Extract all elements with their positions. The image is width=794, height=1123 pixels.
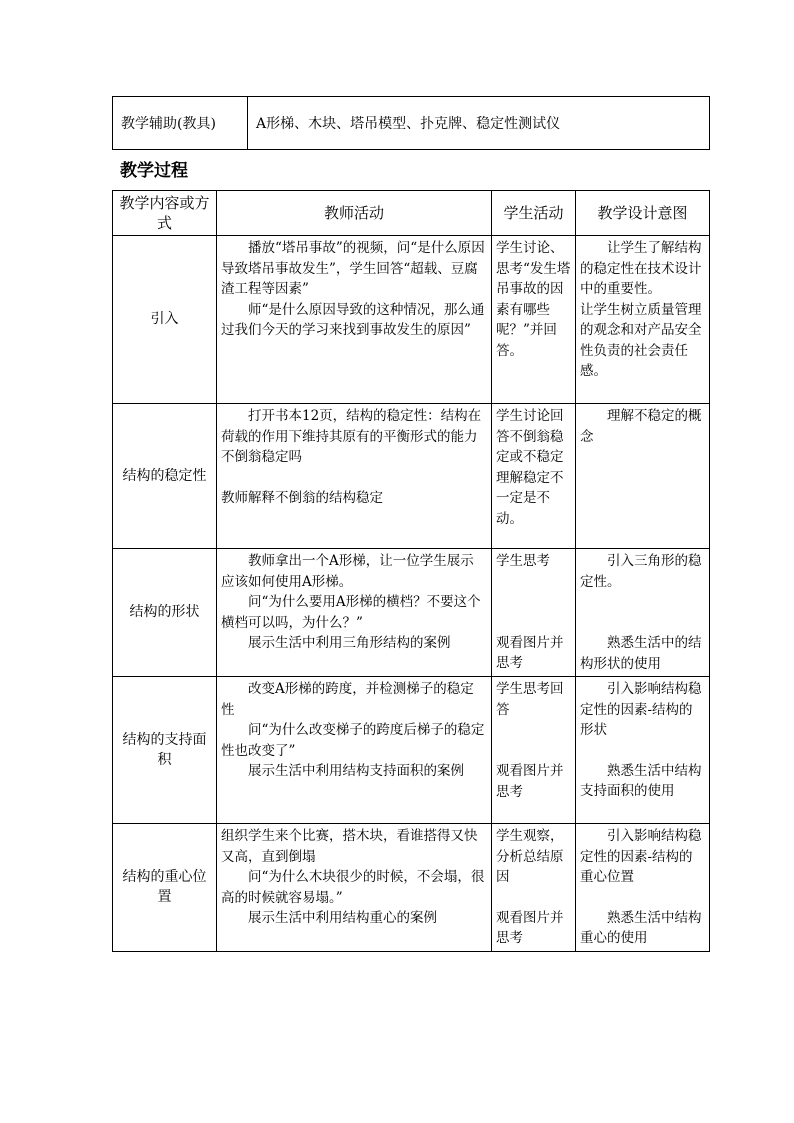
row-topic: 结构的重心位置: [113, 824, 217, 952]
teacher-text: 展示生活中利用结构支持面积的案例: [248, 763, 464, 779]
teaching-aids-label: 教学辅助(教具): [113, 97, 248, 150]
row-student: [492, 236, 576, 404]
row-student: [492, 824, 576, 952]
row-topic: 结构的稳定性: [113, 404, 217, 549]
row-student: [492, 677, 576, 824]
student-text: 学生思考: [496, 553, 550, 569]
row-intent: [576, 677, 710, 824]
student-text: 学生讨论、思考“发生塔吊事故的因素有哪些呢？”并回答。: [496, 240, 571, 359]
teacher-text: 打开书本12页，结构的稳定性：结构在荷载的作用下维持其原有的平衡形式的能力 不倒翁稳定吗: [221, 408, 491, 465]
row-student: [492, 549, 576, 677]
intent-text: 熟悉生活中结构支持面积的使用: [580, 762, 702, 799]
intent-text: 理解不稳定的概念: [580, 408, 702, 445]
teaching-aids-value: A形梯、木块、塔吊模型、扑克牌、稳定性测试仪: [248, 97, 710, 150]
table-row: [113, 404, 710, 549]
row-topic: 结构的形状: [113, 549, 217, 677]
header-intent: 教学设计意图: [576, 191, 710, 236]
header-student: 学生活动: [492, 191, 576, 236]
teacher-text: 问“为什么木块很少的时候，不会塌，很高的时候就容易塌。”: [221, 869, 485, 906]
teacher-text: 播放“塔吊事故”的视频，问“是什么原因导致塔吊事故发生”，学生回答“超载、豆腐渣工程等因素”: [221, 240, 485, 297]
row-student: [492, 404, 576, 549]
student-text: 观看图片并思考: [496, 763, 564, 800]
table-header-row: [113, 191, 710, 236]
teacher-text: 教师解释不倒翁的结构稳定: [221, 489, 383, 506]
row-topic: 引入: [113, 236, 217, 404]
teacher-text: 展示生活中利用三角形结构的案例: [248, 635, 451, 651]
process-heading: 教学过程: [120, 161, 188, 181]
row-teacher: [217, 404, 492, 549]
intent-text: 熟悉生活中的结构形状的使用: [580, 635, 702, 672]
teaching-aids-table: [112, 96, 710, 150]
intent-text: 引入影响结构稳定性的因素-结构的形状: [580, 681, 702, 738]
intent-text: 引入影响结构稳定性的因素-结构的重心位置: [580, 828, 702, 885]
table-row: [113, 236, 710, 404]
teacher-text: 改变A形梯的跨度，并检测梯子的稳定性: [221, 681, 474, 718]
teacher-text: 师“是什么原因导致的这种情况，那么通过我们今天的学习来找到事故发生的原因”: [221, 301, 485, 338]
intent-text: 熟悉生活中结构重心的使用: [580, 909, 702, 946]
intent-text: 让学生树立质量管理的观念和对产品安全性负责的社会责任感。: [580, 301, 702, 379]
teacher-text: 问“为什么改变梯子的跨度后梯子的稳定性也改变了”: [221, 722, 485, 759]
row-intent: [576, 404, 710, 549]
teacher-text: 展示生活中利用结构重心的案例: [248, 910, 437, 926]
teaching-process-table: [112, 190, 710, 952]
table-row: [113, 824, 710, 952]
row-intent: [576, 236, 710, 404]
row-teacher: [217, 677, 492, 824]
student-text: 观看图片并思考: [496, 634, 564, 671]
student-text: 学生观察，分析总结原因: [496, 828, 564, 885]
header-topic: 教学内容或方式: [113, 191, 217, 236]
student-text: 学生讨论回答不倒翁稳定或不稳定理解稳定不一定是不动。: [496, 408, 564, 527]
teacher-text: 问“为什么要用A形梯的横档？不要这个横档可以吗，为什么？”: [221, 594, 481, 631]
header-teacher: 教师活动: [217, 191, 492, 236]
teacher-text: 组织学生来个比赛，搭木块，看谁搭得又快又高，直到倒塌: [221, 828, 478, 865]
row-teacher: [217, 549, 492, 677]
teacher-text: 教师拿出一个A形梯，让一位学生展示应该如何使用A形梯。: [221, 553, 474, 590]
student-text: 观看图片并思考: [496, 909, 564, 946]
row-intent: [576, 549, 710, 677]
intent-text: 让学生了解结构的稳定性在技术设计中的重要性。: [580, 240, 702, 297]
row-teacher: [217, 824, 492, 952]
table-row: [113, 677, 710, 824]
teaching-aids-row: [113, 97, 710, 150]
student-text: 学生思考回答: [496, 681, 564, 718]
row-teacher: [217, 236, 492, 404]
table-row: [113, 549, 710, 677]
row-topic: 结构的支持面积: [113, 677, 217, 824]
intent-text: 引入三角形的稳定性。: [580, 553, 702, 590]
row-intent: [576, 824, 710, 952]
